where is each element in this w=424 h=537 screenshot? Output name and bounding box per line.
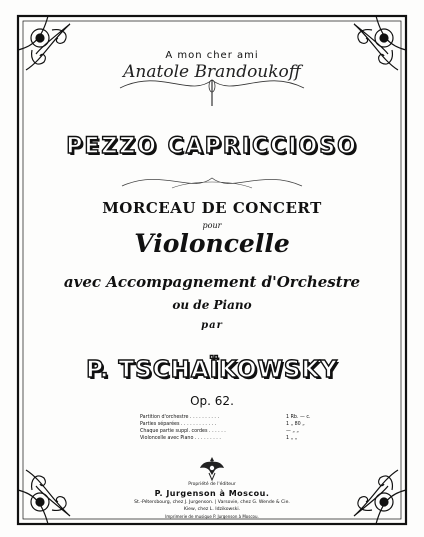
publisher-name: P. Jurgenson à Moscou. (154, 489, 270, 498)
publisher-ownership: Propriété de l'éditeur (188, 482, 236, 487)
work-title: PEZZO CAPRICCIOSO (66, 134, 358, 159)
title-flourish (112, 166, 312, 196)
price-item-value: — „ „ (286, 429, 299, 434)
alternative-line: ou de Piano (172, 298, 252, 312)
price-row (140, 428, 330, 435)
dedication-flourish (100, 58, 324, 118)
price-row (140, 435, 330, 442)
price-row (140, 421, 330, 428)
par-label: par (201, 320, 223, 331)
price-row (140, 414, 330, 421)
price-item-label: Chaque partie suppl. cordes . . . . . . (140, 429, 226, 434)
composer-name: P. TSCHAÏKOWSKY (86, 357, 338, 383)
price-item-value: 1 „ 80 „ (286, 422, 305, 427)
price-item-value: 1 „ „ (286, 436, 298, 441)
price-item-label: Parties séparées . . . . . . . . . . . . (140, 422, 217, 427)
opus-number: Op. 62. (190, 394, 234, 408)
instrument-title: Violoncelle (134, 229, 290, 258)
pour-label: pour (202, 221, 222, 230)
price-item-value: 1 Rb. — c. (286, 415, 311, 420)
price-item-label: Violoncelle avec Piano . . . . . . . . . (140, 436, 221, 441)
price-list (140, 414, 330, 442)
publisher-agents: St.-Pétersbourg, chez J. Jurgenson. | Varsovie, chez G. Wende & Cie. (134, 500, 290, 505)
dedication-line: A mon cher ami (165, 50, 259, 61)
price-item-label: Partition d'orchestre . . . . . . . . . . (140, 415, 220, 420)
publisher-agent-kiew: Kiew, chez L. Idzikowski. (183, 507, 241, 512)
printer-line: Imprimerie de musique P. Jurgenson à Moscou. (165, 514, 259, 519)
imperial-eagle-icon (197, 453, 227, 483)
dedicatee-name: Anatole Brandoukoff (123, 62, 301, 82)
accompaniment-line: avec Accompagnement d'Orchestre (63, 273, 361, 291)
work-subtitle: MORCEAU DE CONCERT (102, 199, 322, 217)
